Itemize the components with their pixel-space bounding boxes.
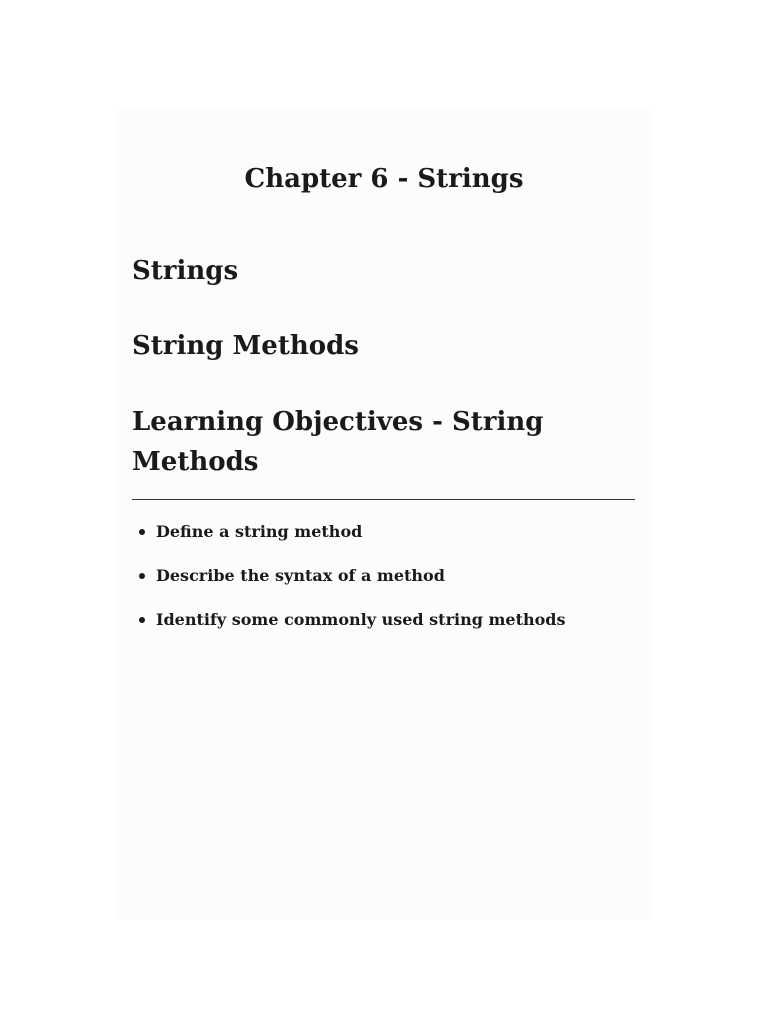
- bullet-icon: [139, 573, 145, 579]
- bullet-icon: [139, 529, 145, 535]
- chapter-title: Chapter 6 - Strings: [244, 164, 524, 194]
- objective-text: Identify some commonly used string methods: [156, 610, 566, 629]
- document-page: [116, 108, 652, 920]
- objective-text: Define a string method: [156, 522, 363, 541]
- section-heading-string-methods: String Methods: [132, 331, 359, 361]
- bullet-icon: [139, 617, 145, 623]
- list-item: [132, 519, 632, 563]
- section-heading-learning-objectives: Learning Objectives - String Methods: [132, 407, 544, 477]
- objectives-list: [132, 519, 632, 651]
- section-heading-strings: Strings: [132, 256, 239, 286]
- objective-text: Describe the syntax of a method: [156, 566, 445, 585]
- list-item: [132, 607, 632, 651]
- horizontal-rule: [132, 499, 635, 500]
- list-item: [132, 563, 632, 607]
